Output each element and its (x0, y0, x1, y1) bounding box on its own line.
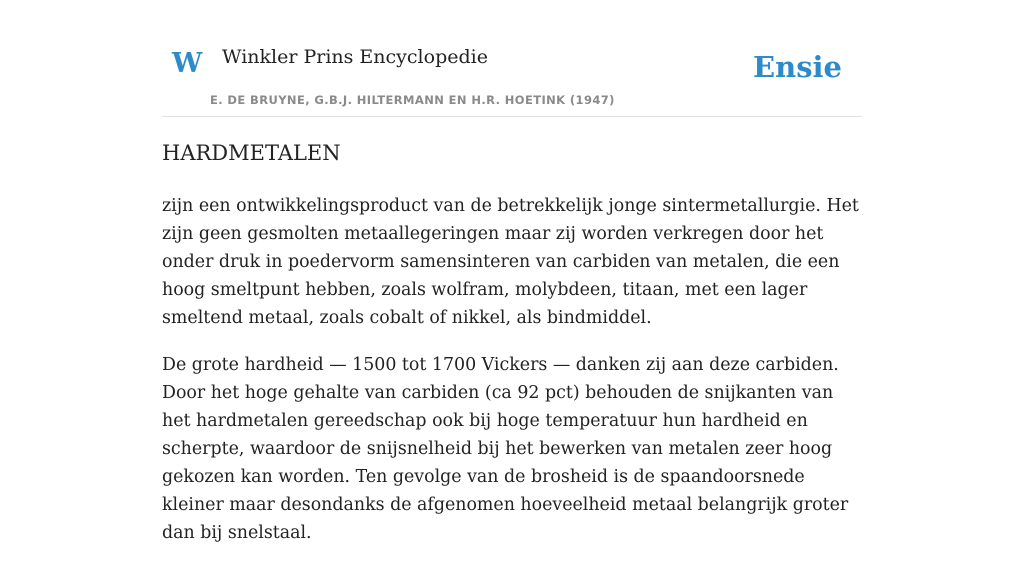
article-paragraph: zijn een ontwikkelingsproduct van de betrekkelijk jonge sintermetallurgie. Het zijn geen gesmolten metaallegeringen maar zij worden verkregen door het onder druk in poedervorm samensinteren van carbiden van metalen, die een hoog smeltpunt hebben, zoals wolfram, molybdeen, titaan, met een lager smeltend metaal, zoals cobalt of nikkel, als bindmiddel. (162, 196, 859, 328)
publication-logo-icon[interactable]: W (172, 48, 203, 79)
article-headword: HARDMETALEN (162, 141, 341, 165)
article-paragraph: De grote hardheid — 1500 tot 1700 Vickers — danken zij aan deze carbiden. Door het hoge gehalte van carbiden (ca 92 pct) behouden de snijkanten van het hardmetalen gereedschap ook bij hoge temperatuur hun hardheid en scherpte, waardoor de snijsnelheid bij het bewerken van metalen zeer hoog gekozen kan worden. Ten gevolge van de brosheid is de spaandoorsnede kleiner maar desondanks de afgenomen hoeveelheid metaal belangrijk groter dan bij snelstaal. (162, 355, 849, 543)
publication-title[interactable]: Winkler Prins Encyclopedie (222, 46, 488, 68)
authors-line: E. DE BRUYNE, G.B.J. HILTERMANN EN H.R. HOETINK (1947) (210, 93, 615, 107)
header (162, 0, 862, 117)
ensie-logo[interactable]: Ensie (753, 50, 842, 84)
article-body (162, 192, 862, 566)
